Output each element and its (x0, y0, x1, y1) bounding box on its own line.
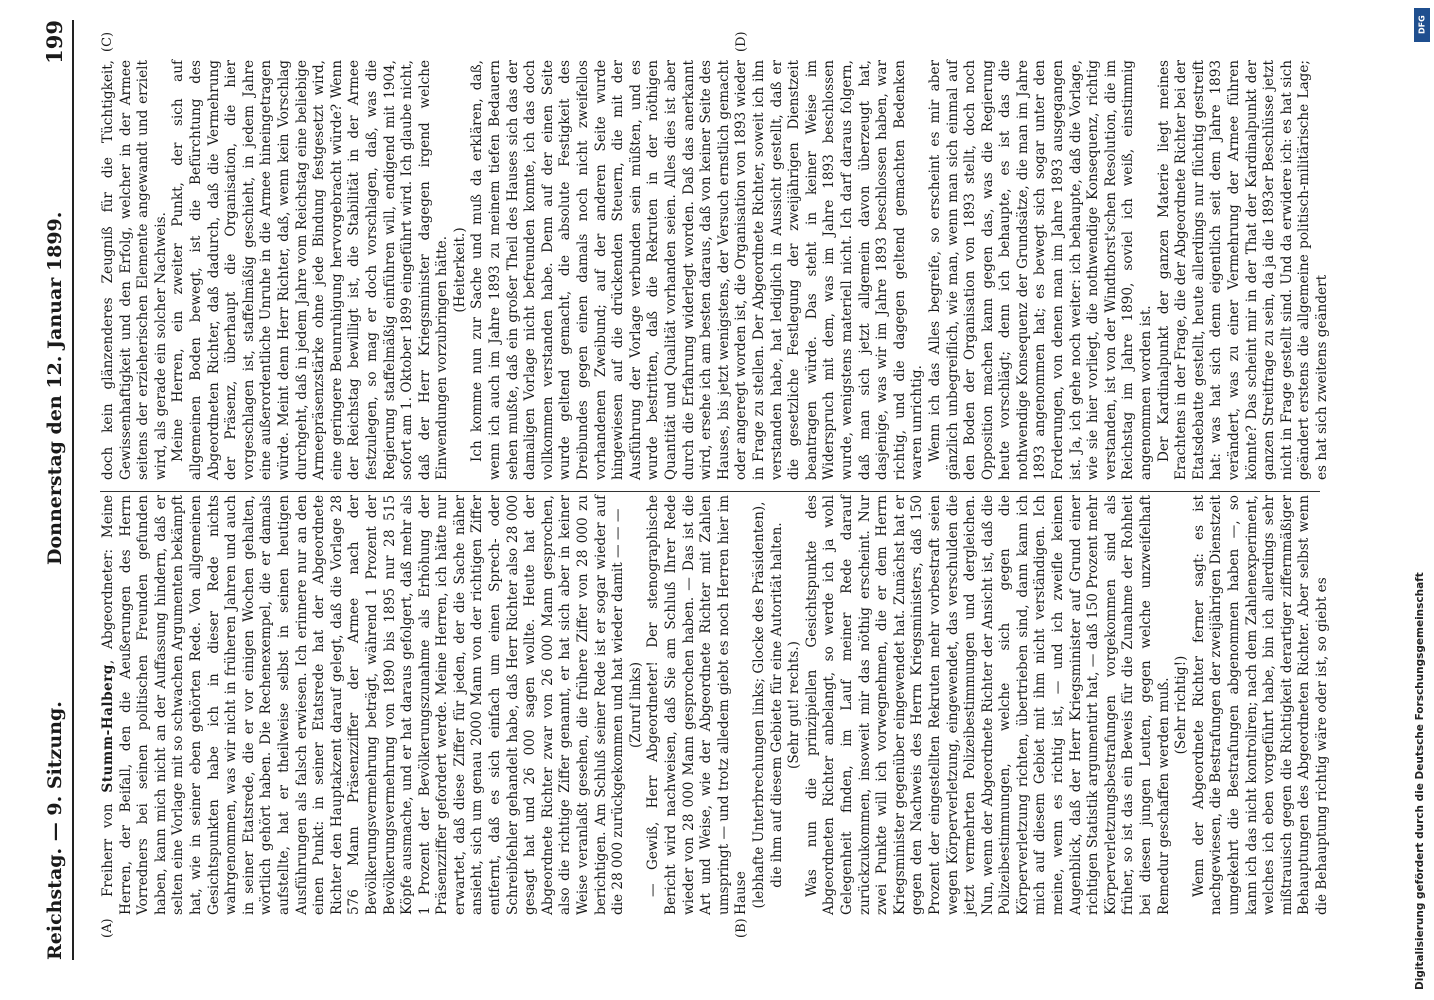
margin-marker-c: (C) (100, 31, 115, 52)
interjection: (Zuruf links) (627, 661, 644, 749)
interjection: (lebhafte Unterbrechungen links; Glocke des Präsidenten), die ihm auf diesem Gebiete für eine Autorität halten. (750, 501, 785, 909)
speaker-intro: Freiherr von (100, 803, 116, 897)
left-column (100, 495, 1332, 915)
column-divider (100, 491, 1320, 492)
running-head-date: Donnerstag den 12. Januar 1899. (44, 211, 66, 565)
interjection: (Heiterkeit.) (451, 227, 468, 313)
right-column (100, 60, 1332, 480)
interjection: (Sehr gut! rechts.) (786, 641, 803, 769)
interjection: (Sehr richtig!) (1173, 655, 1190, 755)
margin-marker-d: (D) (734, 31, 749, 52)
running-head (42, 20, 74, 960)
paragraph: Ich komme nun zur Sache und muß da erklären, daß, wenn ich auch im Jahre 1893 zu meinem tiefen Bedauern sehen mußte, daß ein großer Theil des Hauses sich das der damaligen Vorlage nicht befreunden konnte, ich das doch vollkommen verstanden habe. Denn auf der einen Seite wurde geltend gemacht, die absolute Festigkeit des Dreibundes gegen einen damals noch nicht zweifellos vorhandenen Zweibund; auf der anderen Seite wurde hingewiesen auf die drückenden Steuern, die mit der Ausführung der Vorlage verbunden sein müßten, und es wurde bestritten, daß die Rekruten in der nöthigen Quantität und Qualität vorhanden seien. Alles dies ist aber durch die Erfahrung widerlegt worden. Daß das anerkannt wird, ersehe ich am besten daraus, daß von keiner Seite des Hauses, bis jetzt wenigstens, der Versuch ernstlich gemacht oder angeregt worden ist, die Organisation von 1893 wieder in Frage zu stellen. Der Abgeordnete Richter, soweit ich ihn verstanden habe, hat lediglich in Aussicht gestellt, daß er die gesetzliche Festlegung der zweijährigen Dienstzeit beantragen würde. Das steht in keiner Weise im Widerspruch mit dem, was im Jahre 1893 beschlossen wurde, wenigstens materiell nicht. Ich darf daraus folgern, daß man sich jetzt allgemein davon überzeugt hat, dasjenige, was wir im Jahre 1893 beschlossen haben, war richtig, und die dagegen geltend gemachten Bedenken waren unrichtig. (469, 60, 926, 480)
paragraph (100, 495, 628, 915)
paragraph: doch kein glänzenderes Zeugniß für die Tüchtigkeit, Gewissenhaftigkeit und den Erfolg, welcher in der Armee seitens der erzieherischen Elemente angewandt und erzielt wird, als gerade ein solcher Nachweis. (100, 60, 169, 480)
funding-credit: Digitalisierung gefördert durch die Deutsche Forschungsgemeinschaft (1414, 572, 1426, 990)
margin-marker-b: (B) (734, 918, 749, 938)
speaker-name: Stumm-Halberg (100, 664, 116, 793)
page-number: 199 (42, 20, 67, 64)
paragraph: Wenn ich das Alles begreife, so erscheint es mir aber gänzlich unbegreiflich, wie man, wenn man sich einmal auf den Boden der Organisation von 1893 stellt, doch noch Opposition machen kann gegen das, was die Regierung heute vorschlägt; denn ich behaupte, es ist das die nothwendige Konsequenz der Grundsätze, die man im Jahre 1893 angenommen hat; es bewegt sich sogar unter den Forderungen, von denen man im Jahre 1893 ausgegangen ist. Ja, ich gehe noch weiter: ich behaupte, daß die Vorlage, wie sie hier vorliegt, die nothwendige Konsequenz, richtig verstanden, ist von der Windthorst'schen Resolution, die im Reichstag im Jahre 1890, soviel ich weiß, einstimmig angenommen worden ist. (926, 60, 1155, 480)
paragraph: Meine Herren, ein zweiter Punkt, der sich auf allgemeinen Boden bewegt, ist die Befürchtung des Abgeordneten Richter, daß dadurch, daß die Vermehrung der Präsenz, überhaupt die Organisation, die hier vorgeschlagen ist, staffelmäßig geschieht, in jedem Jahre eine außerordentliche Unruhe in die Armee hineingetragen würde. Meint denn Herr Richter, daß, wenn kein Vorschlag durchgeht, daß in jedem Jahre vom Reichstag eine beliebige Armeepräsenzstärke ohne jede Bindung festgesetzt wird, eine geringere Beunruhigung hervorgebracht würde? Wenn der Reichstag bewilligt ist, die Stabilität in der Armee festzulegen, so mag er doch vorschlagen, daß, was die Regierung staffelmäßig einführen will, endigend mit 1904, sofort am 1. Oktober 1899 eingeführt wird. Ich glaube nicht, daß der Herr Kriegsminister dagegen irgend welche Einwendungen vorzubringen hätte. (170, 60, 451, 480)
paragraph: — Gewiß, Herr Abgeordneter! Der stenographische Bericht wird nachweisen, daß Sie am Schluß Ihrer Rede wieder von 28 000 Mann gesprochen haben. — Das ist die Art und Weise, wie der Abgeordnete Richter mit Zahlen umspringt — und trotz alledem giebt es noch Herren hier im Hause (645, 495, 750, 915)
paragraph-text: , Abgeordneter: Meine Herren, der Beifall, den die Aeußerungen des Herrn Vorredners bei seinen politischen Freunden gefunden haben, kann mich nicht an der Auffassung hindern, daß er selten eine Vorlage mit so schwachen Argumenten bekämpft hat, wie in seiner eben gehörten Rede. Von allgemeinen Gesichtspunkten habe ich in dieser Rede nichts wahrgenommen, was wir nicht in früheren Jahren und auch in seiner Etatsrede, die er vor einigen Wochen gehalten, wörtlich gehört haben. Die Rechenexempel, die er damals aufstellte, hat er theilweise selbst in seinen heutigen Ausführungen als falsch erwiesen. Ich erinnere nur an den einen Punkt: in seiner Etatsrede hat der Abgeordnete Richter den Hauptakzent darauf gelegt, daß die Vorlage 28 576 Mann Präsenzziffer der Armee nach der Bevölkerungsvermehrung beträgt, während 1 Prozent der Bevölkerungsvermehrung von 1890 bis 1895 nur 28 515 Köpfe ausmache, und er hat daraus gefolgert, daß mehr als 1 Prozent der Bevölkerungszunahme als Erhöhung der Präsenzziffer gefordert werde. Meine Herren, ich hätte nur erwartet, daß diese Ziffer für jeden, der die Sache näher ansieht, sich um genau 2000 Mann von der richtigen Ziffer entfernt, daß es sich einfach um einen Sprech- oder Schreibfehler gehandelt habe, daß Herr Richter also 28 000 gesagt hat und 26 000 sagen wollte. Heute hat der Abgeordnete Richter zwar von 26 000 Mann gesprochen, also die richtige Ziffer genannt, er hat sich aber in keiner Weise veranlaßt gesehen, die frühere Ziffer von 28 000 zu berichtigen. Am Schluß seiner Rede ist er sogar wieder auf die 28 000 zurückgekommen und hat wieder damit — — — (100, 494, 627, 915)
digitization-sidebar (1408, 0, 1434, 1000)
paragraph: Der Kardinalpunkt der ganzen Materie liegt meines Erachtens in der Frage, die der Abgeordnete Richter bei der Etatsdebatte gestellt, heute allerdings nur flüchtig gestreift hat: was hat sich denn eigentlich seit dem Jahre 1893 verändert, was zu einer Vermehrung der Armee führen könnte? Das scheint mir in der That der Kardinalpunkt der ganzen Streitfrage zu sein, da ja die 1893er Beschlüsse jetzt nicht in Frage gestellt sind. Und da erwidere ich: es hat sich geändert erstens die allgemeine politisch-militärische Lage; es hat sich zweitens geändert (1155, 60, 1330, 480)
running-head-title: Reichstag. — 9. Sitzung. (44, 701, 66, 960)
paragraph: Wenn der Abgeordnete Richter ferner sagt: es ist nachgewiesen, die Bestrafungen der zweijährigen Dienstzeit umgekehrt die Bestrafungen abgenommen haben —, so kann ich das nicht kontroliren; nach dem Zahlenexperiment, welches ich eben vorgeführt habe, bin ich allerdings sehr mißtrauisch gegen die Richtigkeit derartiger ziffernmäßiger Behauptungen des Abgeordneten Richter. Aber selbst wenn die Behauptung richtig wäre oder ist, so giebt es (1190, 495, 1330, 915)
dfg-logo: DFG (1414, 8, 1430, 42)
paragraph: Was nun die prinzipiellen Gesichtspunkte des Abgeordneten Richter anbelangt, so werde ich ja wohl Gelegenheit finden, im Lauf meiner Rede darauf zurückzukommen, insoweit mir das nöthig erscheint. Nur zwei Punkte will ich vorwegnehmen, die er dem Herrn Kriegsminister gegenüber eingewendet hat. Zunächst hat er gegen den Nachweis des Herrn Kriegsministers, daß 150 Prozent der eingestellten Rekruten mehr vorbestraft seien wegen Körperverletzung, eingewendet, das verschulden die jetzt vermehrten Polizeibestimmungen und dergleichen. Nun, wenn der Abgeordnete Richter der Ansicht ist, daß die Polizeibestimmungen, welche sich gegen die Körperverletzung richten, übertrieben sind, dann kann ich mich auf diesem Gebiet mit ihm nicht verständigen. Ich meine, wenn es richtig ist, — und ich zweifle keinen Augenblick, daß der Herr Kriegsminister auf Grund einer richtigen Statistik argumentirt hat, — daß 150 Prozent mehr Körperverletzungsbestrafungen vorgekommen sind als früher, so ist das ein Beweis für die Zunahme der Rohheit bei diesen jungen Leuten, gegen welche unzweifelhaft Remedur geschaffen werden muß. (803, 495, 1172, 915)
margin-marker-a: (A) (100, 918, 115, 938)
